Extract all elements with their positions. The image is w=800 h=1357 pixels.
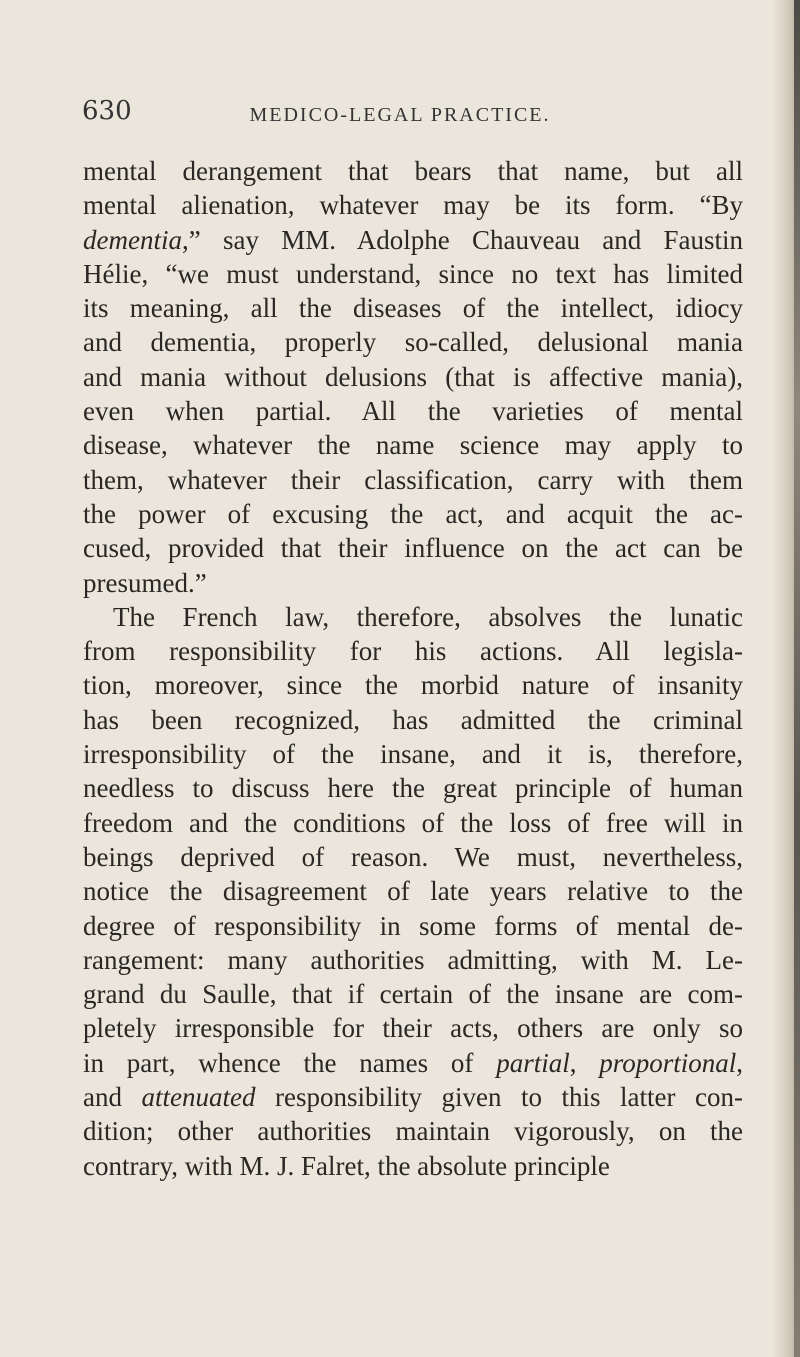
text-line <box>83 463 743 497</box>
line-text: them, whatever their classification, carry with them <box>83 464 743 495</box>
text-line <box>83 977 743 1011</box>
line-text: Hélie, “we must understand, since no text has limited <box>83 258 743 289</box>
line-text: irresponsibility of the insane, and it is, therefore, <box>83 739 743 770</box>
text-line <box>83 634 743 668</box>
paragraph <box>83 154 743 600</box>
line-text: , <box>569 1047 600 1078</box>
text-line <box>83 840 743 874</box>
text-line <box>83 223 743 257</box>
line-text: dition; other authorities maintain vigorously, on the <box>83 1116 743 1147</box>
line-text: responsibility given to this latter con- <box>255 1082 743 1113</box>
line-text: needless to discuss here the great principle of human <box>83 773 743 804</box>
text-line <box>83 360 743 394</box>
text-line <box>83 909 743 943</box>
line-text: disease, whatever the name science may apply to <box>83 430 743 461</box>
text-line <box>83 1046 743 1080</box>
text-line <box>83 1149 743 1183</box>
line-text: its meaning, all the diseases of the intellect, idiocy <box>83 293 743 324</box>
line-text: cused, provided that their influence on the act can be <box>83 533 743 564</box>
line-text: the power of excusing the act, and acquit the ac- <box>83 498 743 529</box>
text-line <box>83 943 743 977</box>
text-line <box>83 291 743 325</box>
text-line <box>83 737 743 771</box>
line-text: and mania without delusions (that is affective mania), <box>83 361 743 392</box>
line-text: even when partial. All the varieties of mental <box>83 396 743 427</box>
line-text: presumed.” <box>83 567 207 598</box>
italic-text: partial <box>496 1047 570 1078</box>
line-text: contrary, with M. J. Falret, the absolute principle <box>83 1150 610 1181</box>
line-text: pletely irresponsible for their acts, others are only so <box>83 1013 743 1044</box>
line-text: , <box>736 1047 743 1078</box>
line-text: mental alienation, whatever may be its form. “By <box>83 190 743 221</box>
text-line <box>83 566 743 600</box>
italic-text: dementia <box>83 224 182 255</box>
line-text: The French law, therefore, absolves the lunatic <box>113 601 743 632</box>
text-line <box>83 394 743 428</box>
text-line <box>83 257 743 291</box>
text-line <box>83 771 743 805</box>
italic-text: attenuated <box>141 1082 256 1113</box>
line-text: has been recognized, has admitted the criminal <box>83 704 743 735</box>
text-line <box>83 1080 743 1114</box>
text-line <box>83 325 743 359</box>
line-text: rangement: many authorities admitting, with M. Le- <box>83 944 743 975</box>
page-header <box>0 96 760 136</box>
italic-text: proportional <box>599 1047 737 1078</box>
line-text: ,” say MM. Adolphe Chauveau and Faustin <box>181 224 743 255</box>
text-line <box>83 668 743 702</box>
line-text: and <box>83 1082 142 1113</box>
line-text: from responsibility for his actions. All legisla- <box>83 636 743 667</box>
text-line <box>83 188 743 222</box>
line-text: beings deprived of reason. We must, nevertheless, <box>83 841 743 872</box>
text-line <box>83 1011 743 1045</box>
line-text: grand du Saulle, that if certain of the insane are com- <box>83 979 743 1010</box>
text-line <box>83 531 743 565</box>
line-text: tion, moreover, since the morbid nature of insanity <box>83 670 743 701</box>
text-line <box>83 497 743 531</box>
text-line <box>83 154 743 188</box>
page-binding-edge <box>794 0 800 1357</box>
text-line <box>83 428 743 462</box>
page-number: 630 <box>82 96 132 126</box>
text-line <box>83 1114 743 1148</box>
body-text <box>83 154 743 1183</box>
line-text: notice the disagreement of late years relative to the <box>83 876 743 907</box>
running-head: MEDICO-LEGAL PRACTICE. <box>249 104 551 126</box>
line-text: in part, whence the names of <box>83 1047 497 1078</box>
text-line <box>83 600 743 634</box>
paragraph <box>83 600 743 1183</box>
text-line <box>83 874 743 908</box>
text-line <box>83 703 743 737</box>
text-line <box>83 806 743 840</box>
line-text: freedom and the conditions of the loss of free will in <box>83 807 743 838</box>
line-text: mental derangement that bears that name, but all <box>83 156 743 186</box>
line-text: degree of responsibility in some forms of mental de- <box>83 910 743 941</box>
line-text: and dementia, properly so-called, delusional mania <box>83 327 743 358</box>
